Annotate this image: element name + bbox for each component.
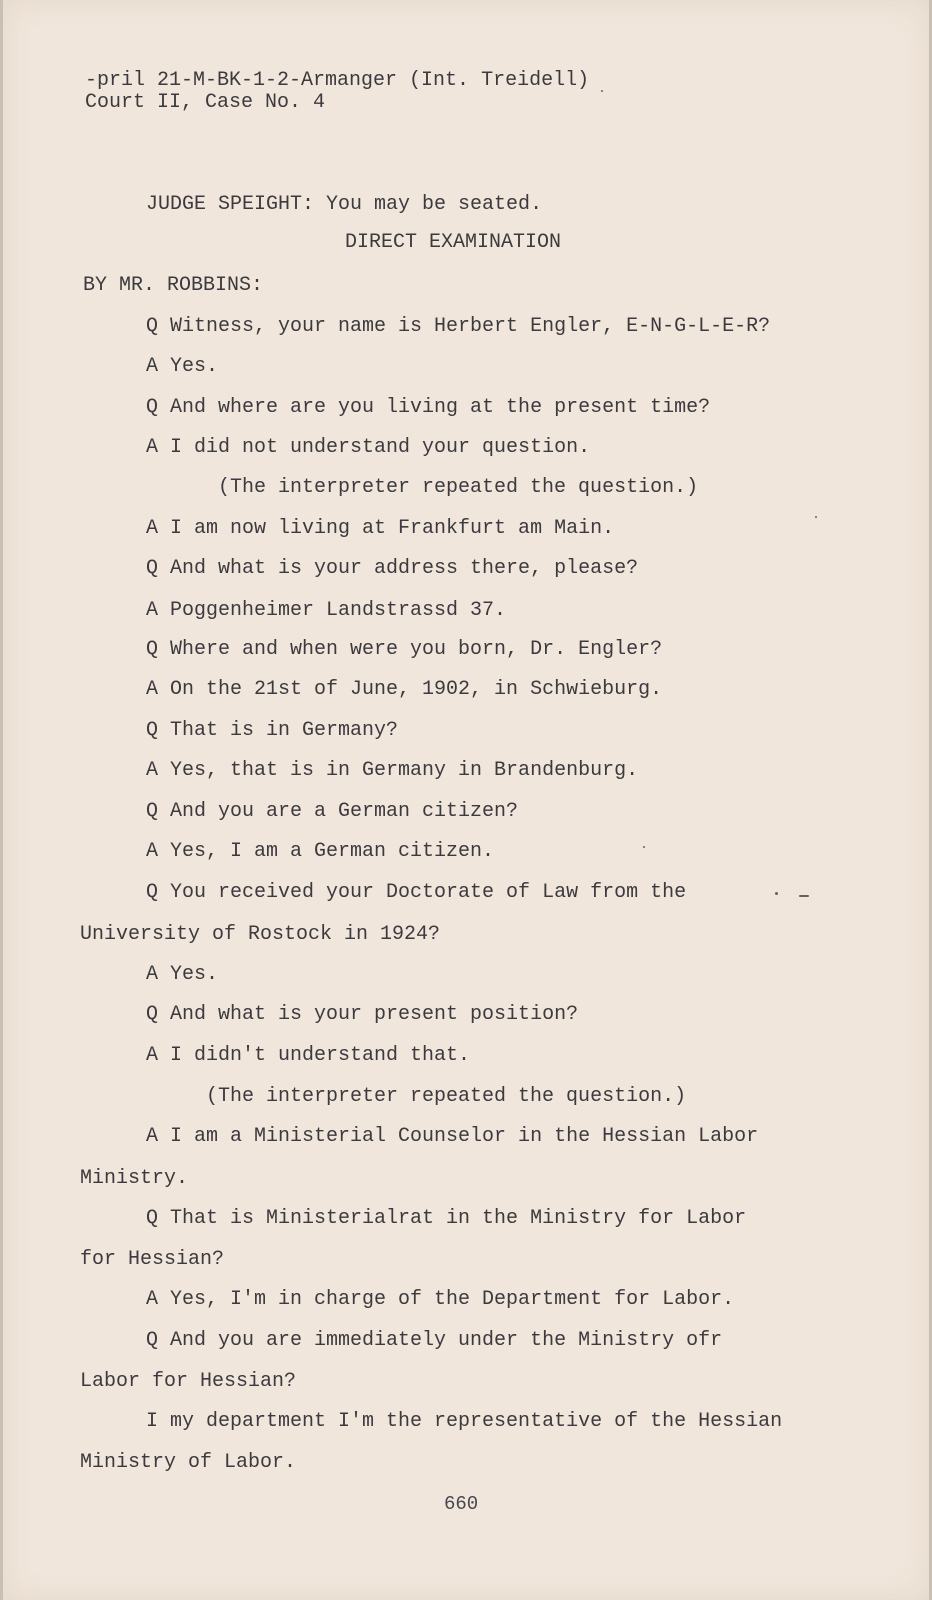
transcript-line: A Poggenheimer Landstrassd 37. [146, 599, 507, 622]
transcript-line: Q Witness, your name is Herbert Engler, E-N-G-L-E-R? [146, 315, 771, 338]
transcript-line: University of Rostock in 1924? [80, 923, 441, 946]
page-number: 660 [444, 1493, 479, 1515]
ink-speck [815, 516, 817, 518]
examiner-line: BY MR. ROBBINS: [83, 274, 264, 297]
interpreter-note: (The interpreter repeated the question.) [206, 1085, 687, 1108]
transcript-line: A I did not understand your question. [146, 436, 591, 459]
transcript-line: Labor for Hessian? [80, 1370, 297, 1393]
transcript-line: A Yes. [146, 355, 219, 378]
ink-speck [643, 846, 645, 848]
header-line-1: -pril 21-M-BK-1-2-Armanger (Int. Treidell) [85, 69, 590, 92]
transcript-line: Q That is in Germany? [146, 719, 399, 742]
transcript-line: Q And what is your address there, please? [146, 557, 639, 580]
transcript-line: Ministry. [80, 1167, 189, 1190]
transcript-line: I my department I'm the representative of the Hessian [146, 1410, 783, 1433]
transcript-line: A Yes. [146, 963, 219, 986]
ink-speck [601, 90, 603, 92]
section-title: DIRECT EXAMINATION [345, 231, 562, 254]
transcript-line: Q You received your Doctorate of Law from the [146, 881, 687, 904]
transcript-line: Q Where and when were you born, Dr. Engler? [146, 638, 663, 661]
transcript-line: for Hessian? [80, 1248, 225, 1271]
transcript-line: A Yes, I am a German citizen. [146, 840, 495, 863]
interpreter-note: (The interpreter repeated the question.) [218, 476, 699, 499]
header-line-2: Court II, Case No. 4 [85, 91, 326, 114]
ink-speck [799, 895, 809, 897]
transcript-line: A I am now living at Frankfurt am Main. [146, 517, 615, 540]
transcript-line: Q And you are immediately under the Ministry ofr [146, 1329, 723, 1352]
transcript-line: Q And where are you living at the present time? [146, 396, 711, 419]
transcript-line: A On the 21st of June, 1902, in Schwieburg. [146, 678, 663, 701]
transcript-line: Q That is Ministerialrat in the Ministry for Labor [146, 1207, 747, 1230]
ink-speck [775, 892, 778, 895]
transcript-line: A I didn't understand that. [146, 1044, 471, 1067]
transcript-line: Ministry of Labor. [80, 1451, 297, 1474]
transcript-line: A I am a Ministerial Counselor in the Hessian Labor [146, 1125, 759, 1148]
transcript-line: Q And what is your present position? [146, 1003, 579, 1026]
transcript-line: A Yes, that is in Germany in Brandenburg. [146, 759, 639, 782]
judge-statement: JUDGE SPEIGHT: You may be seated. [146, 193, 543, 216]
transcript-line: A Yes, I'm in charge of the Department for Labor. [146, 1288, 735, 1311]
transcript-line: Q And you are a German citizen? [146, 800, 519, 823]
